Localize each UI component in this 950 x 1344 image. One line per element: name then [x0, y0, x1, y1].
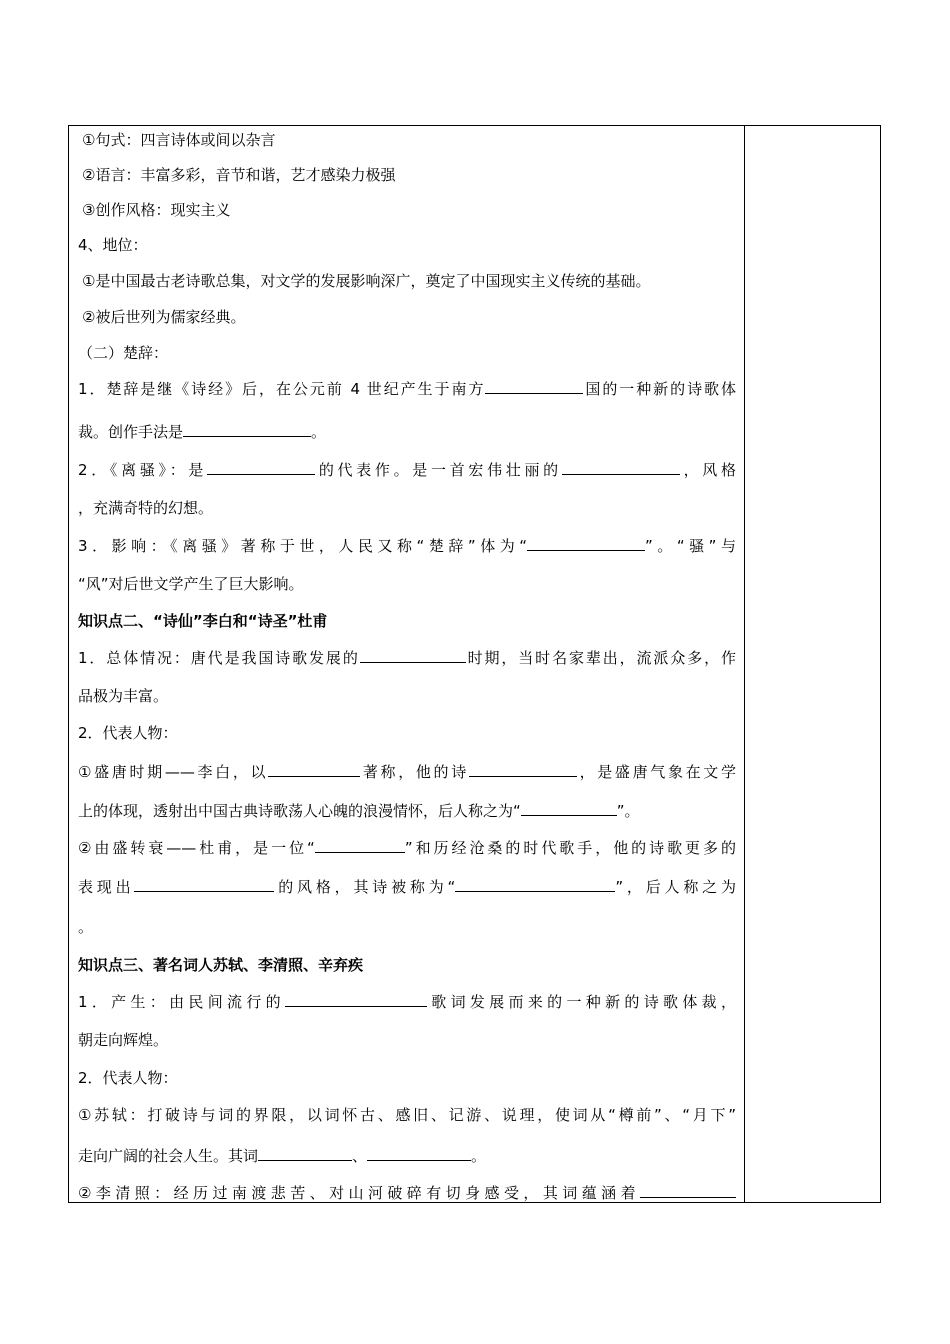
fill-in-line: [78, 837, 736, 858]
line-text: ，是盛唐气象在文学: [576, 763, 736, 781]
answer-blank[interactable]: [562, 459, 680, 475]
line-text: 、: [352, 1147, 368, 1165]
answer-blank[interactable]: [207, 459, 315, 475]
fill-in-line: [78, 378, 736, 399]
line-text: 的风格，其诗被称为“: [274, 878, 456, 896]
answer-blank[interactable]: [469, 761, 577, 777]
line-text: ②李清照：经历过南渡悲苦、对山河破碎有切身感受，其词蕴涵着: [78, 1184, 640, 1202]
line-text: 1．楚辞是继《诗经》后，在公元前 4 世纪产生于南方: [78, 380, 486, 398]
text-line: 2．代表人物：: [78, 1069, 178, 1087]
section-heading: 知识点二、“诗仙”李白和“诗圣”杜甫: [78, 612, 328, 630]
answer-blank[interactable]: [183, 421, 311, 437]
line-text: ②由盛转衰——杜甫，是一位“: [78, 839, 315, 857]
answer-blank[interactable]: [360, 647, 466, 663]
line-text: ”。“骚”与: [645, 537, 736, 555]
text-line: ①是中国最古老诗歌总集，对文学的发展影响深广，奠定了中国现实主义传统的基础。: [82, 272, 651, 290]
line-text: 2．《离骚》：是: [78, 461, 208, 479]
fill-in-line: [78, 535, 736, 556]
section-heading: 4、地位：: [78, 236, 148, 254]
answer-blank[interactable]: [521, 800, 617, 816]
answer-blank[interactable]: [367, 1145, 471, 1161]
fill-in-line: [78, 800, 640, 821]
line-text: ①盛唐时期——李白，以: [78, 763, 269, 781]
text-line: 朝走向辉煌。: [78, 1031, 169, 1049]
line-text: 著称，他的诗: [360, 763, 469, 781]
answer-blank[interactable]: [455, 876, 615, 892]
text-line: ，充满奇特的幻想。: [78, 499, 214, 517]
line-text: ，风格: [679, 461, 736, 479]
line-text: 歌词发展而来的一种新的诗歌体裁，: [426, 993, 736, 1011]
section-heading: （二）楚辞：: [78, 344, 169, 362]
text-line: ②被后世列为儒家经典。: [82, 308, 246, 326]
fill-in-line: [78, 647, 736, 668]
fill-in-line: [78, 761, 736, 782]
answer-blank[interactable]: [640, 1182, 736, 1198]
line-text: ”。: [616, 802, 640, 820]
answer-blank[interactable]: [485, 378, 583, 394]
line-text: 走向广阔的社会人生。其词: [78, 1147, 259, 1165]
line-text: 1．总体情况：唐代是我国诗歌发展的: [78, 649, 360, 667]
fill-in-line: [78, 459, 736, 480]
fill-in-line: [78, 991, 736, 1012]
fill-in-line: [78, 1182, 736, 1203]
fill-in-line: [78, 1145, 486, 1166]
answer-blank[interactable]: [527, 535, 645, 551]
answer-blank[interactable]: [258, 1145, 352, 1161]
line-text: ”和历经沧桑的时代歌手，他的诗歌更多的: [404, 839, 736, 857]
answer-blank[interactable]: [285, 991, 427, 1007]
line-text: 裁。创作手法是: [78, 423, 184, 441]
section-heading: 知识点三、著名词人苏轼、李清照、辛弃疾: [78, 956, 364, 974]
text-line: ①苏轼：打破诗与词的界限，以词怀古、感旧、记游、说理，使词从“樽前”、“月下”: [78, 1106, 736, 1124]
line-text: 。: [311, 423, 327, 441]
text-line: ③创作风格：现实主义: [82, 201, 231, 219]
line-text: 国的一种新的诗歌体: [583, 380, 736, 398]
fill-in-line: [78, 421, 326, 442]
text-line: ①句式：四言诗体或间以杂言: [82, 131, 276, 149]
line-text: 的代表作。是一首宏伟壮丽的: [315, 461, 562, 479]
answer-blank[interactable]: [134, 876, 274, 892]
table-column-divider: [744, 125, 745, 1203]
line-text: 1．产生：由民间流行的: [78, 993, 285, 1011]
text-line: 品极为丰富。: [78, 687, 169, 705]
text-line: ②语言：丰富多彩，音节和谐，艺才感染力极强: [82, 166, 396, 184]
text-line: 。: [78, 918, 94, 936]
answer-blank[interactable]: [315, 837, 405, 853]
answer-blank[interactable]: [268, 761, 360, 777]
line-text: ”，后人称之为: [615, 878, 736, 896]
line-text: 上的体现，透射出中国古典诗歌荡人心魄的浪漫情怀，后人称之为“: [78, 802, 521, 820]
text-line: 2．代表人物：: [78, 724, 178, 742]
line-text: 表现出: [78, 878, 135, 896]
line-text: 。: [471, 1147, 487, 1165]
line-text: 时期，当时名家辈出，流派众多，作: [465, 649, 736, 667]
text-line: “风”对后世文学产生了巨大影响。: [78, 575, 304, 593]
line-text: 3．影响：《离骚》著称于世，人民又称“楚辞”体为“: [78, 537, 528, 555]
fill-in-line: [78, 876, 736, 897]
